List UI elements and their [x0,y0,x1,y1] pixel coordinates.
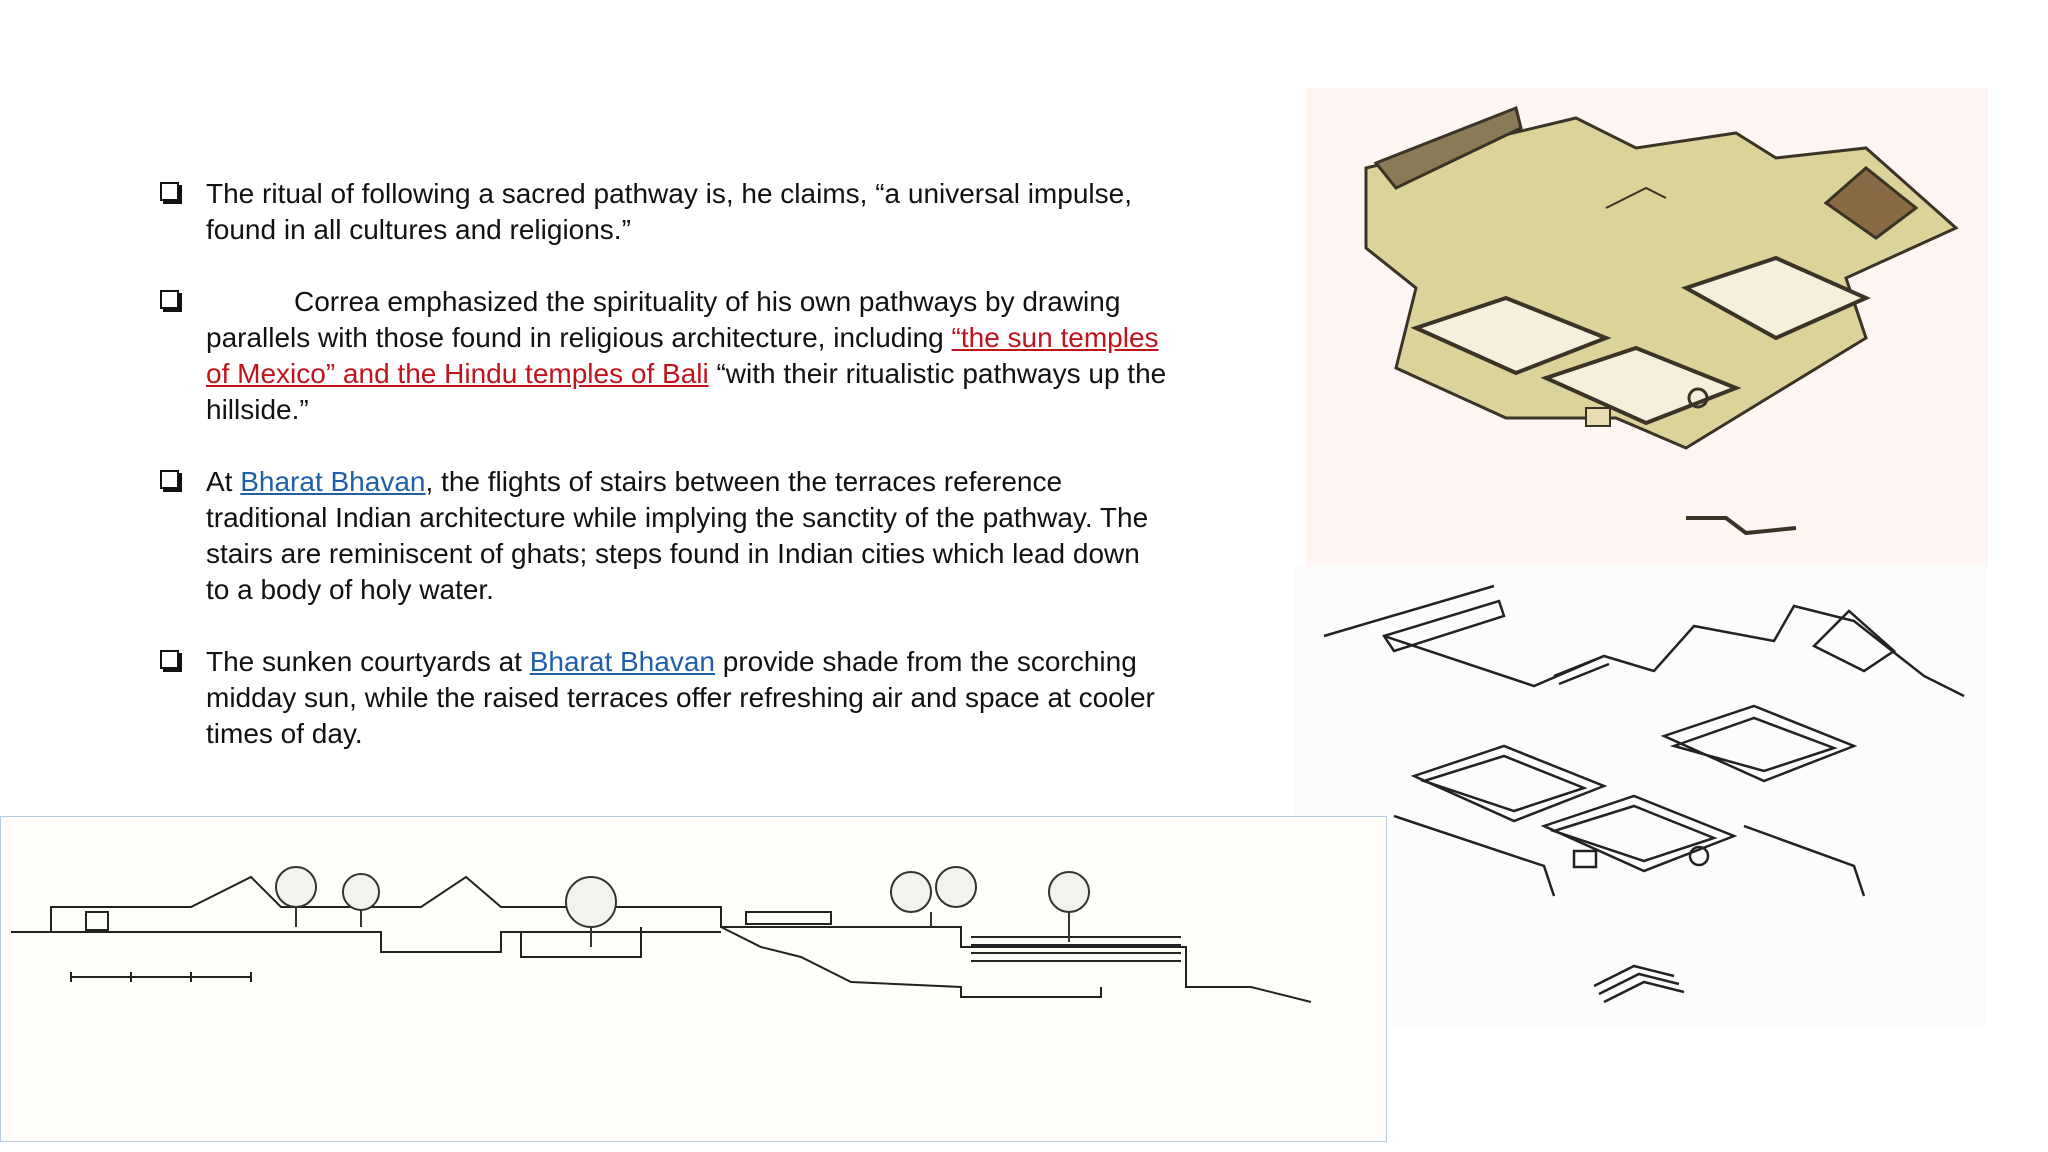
bullet-text: The sunken courtyards at [206,646,530,677]
bullet-list [160,176,1170,788]
bullet-text-after: , the flights of stairs between the terraces reference traditional Indian architecture while implying the sanctity of the pathway. The stairs are reminiscent of ghats; steps found in Indian cities which lead down to a body of holy water. [206,466,1149,605]
bullet-text: The ritual of following a sacred pathway is, he claims, “a universal impulse, found in all cultures and religions.” [206,178,1132,245]
bullet-text-after: “with their ritualistic pathways up the hillside.” [206,358,1167,425]
aerial-sketch-image [1306,88,1988,568]
bullet-text-after: provide shade from the scorching midday sun, while the raised terraces offer refreshing air and space at cooler times of day. [206,646,1155,749]
axonometric-drawing-image [1294,566,1986,1026]
axonometric-drawing [1294,566,1986,1026]
bullet-text: At [206,466,241,497]
section-drawing-image [0,816,1387,1142]
aerial-sketch-drawing [1306,88,1988,568]
bullet-universal-impulse [160,176,1170,248]
checkbox-square-icon [160,470,179,489]
section-drawing [1,817,1386,1141]
bullet-text: Correa emphasized the spirituality of his own pathways by drawing parallels with those found in religious architecture, including [206,286,1121,353]
checkbox-square-icon [160,182,179,201]
sun-temples-link[interactable]: “the sun temples of Mexico” and the Hindu temples of Bali [206,322,1159,389]
checkbox-square-icon [160,290,179,309]
bullet-spirituality [160,284,1170,428]
bullet-stairs [160,464,1170,608]
bharat-bhavan-link[interactable]: Bharat Bhavan [240,466,426,497]
bullet-courtyards [160,644,1170,752]
bharat-bhavan-link[interactable]: Bharat Bhavan [529,646,715,677]
checkbox-square-icon [160,650,179,669]
